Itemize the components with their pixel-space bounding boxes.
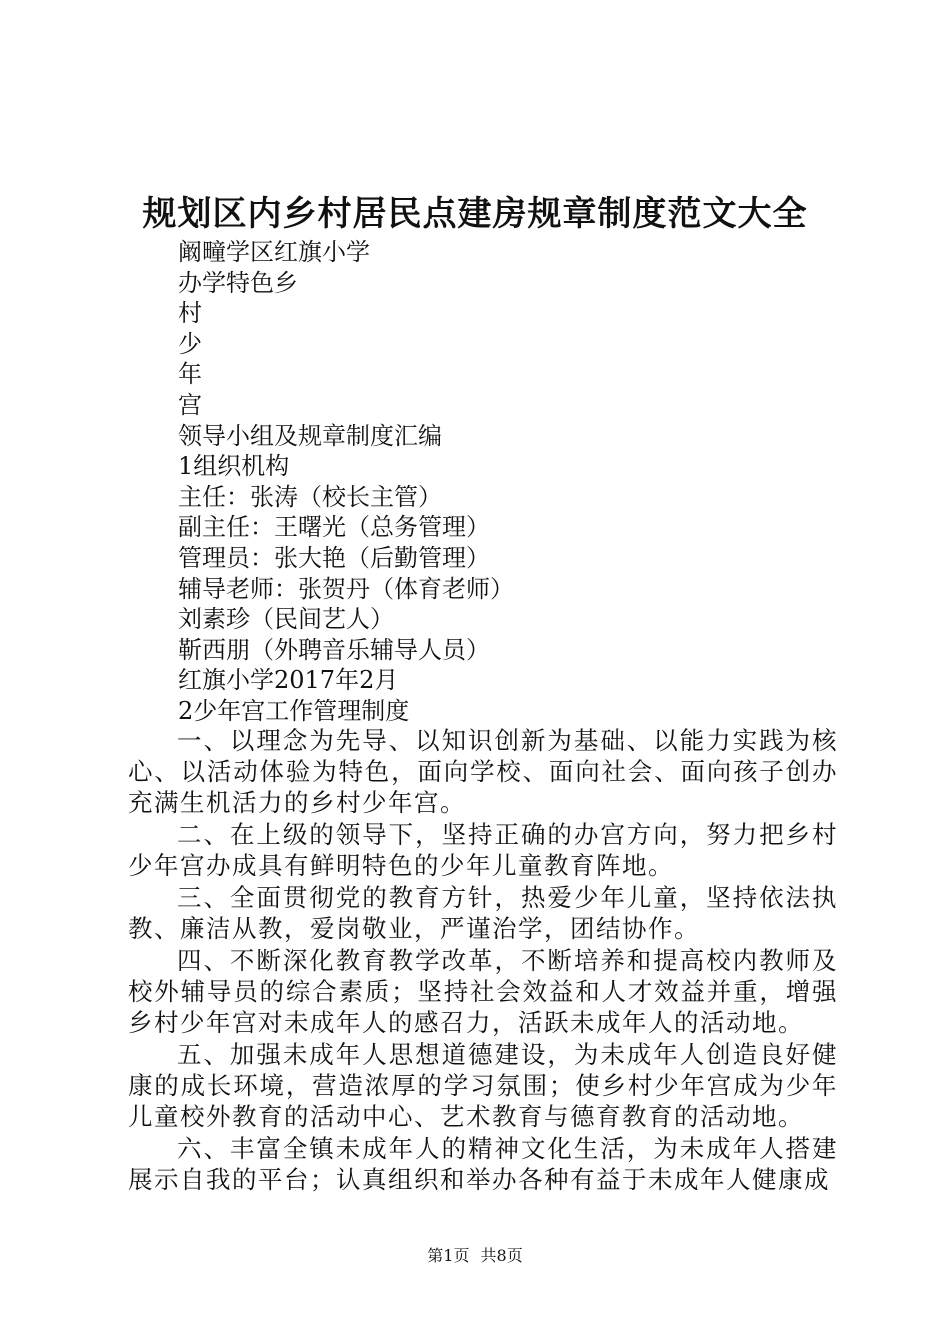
section-heading: 2少年宫工作管理制度 <box>178 696 410 725</box>
text-line: 少 <box>178 329 202 358</box>
text-line: 办学特色乡 <box>178 268 298 297</box>
paragraph: 四、不断深化教育教学改革，不断培养和提高校内教师及校外辅导员的综合素质；坚持社会效益和人才效益并重，增强乡村少年宫对未成年人的感召力，活跃未成年人的活动地。 <box>128 946 838 1037</box>
paragraph: 五、加强未成年人思想道德建设，为未成年人创造良好健康的成长环境，营造浓厚的学习氛围；使乡村少年宫成为少年儿童校外教育的活动中心、艺术教育与德育教育的活动地。 <box>128 1040 838 1131</box>
document-title: 规划区内乡村居民点建房规章制度范文大全 <box>142 194 808 234</box>
document-body <box>128 725 838 1196</box>
page-footer <box>0 1243 950 1266</box>
text-line: 靳西朋（外聘音乐辅导人员） <box>178 635 490 664</box>
text-line: 领导小组及规章制度汇编 <box>178 421 442 450</box>
page-number: 第1页 <box>427 1246 470 1265</box>
text-line: 管理员：张大艳（后勤管理） <box>178 543 490 572</box>
paragraph: 一、以理念为先导、以知识创新为基础、以能力实践为核心、以活动体验为特色，面向学校、面向社会、面向孩子创办充满生机活力的乡村少年宫。 <box>128 726 838 817</box>
text-line: 辅导老师：张贺丹（体育老师） <box>178 574 514 603</box>
section-heading: 1组织机构 <box>178 452 290 481</box>
text-line: 阚疃学区红旗小学 <box>178 238 370 266</box>
paragraph: 三、全面贯彻党的教育方针，热爱少年儿童，坚持依法执教、廉洁从教，爱岗敬业，严谨治学，团结协作。 <box>128 883 838 943</box>
paragraph: 六、丰富全镇未成年人的精神文化生活，为未成年人搭建展示自我的平台；认真组织和举办各种有益于未成年人健康成 <box>128 1134 838 1194</box>
text-line: 村 <box>178 299 202 328</box>
text-line: 副主任：王曙光（总务管理） <box>178 513 490 542</box>
text-line: 刘素珍（民间艺人） <box>178 605 394 634</box>
text-line: 年 <box>178 360 202 389</box>
text-line: 红旗小学2017年2月 <box>178 666 399 695</box>
text-line: 宫 <box>178 390 202 419</box>
page-total: 共8页 <box>480 1246 523 1265</box>
paragraph: 二、在上级的领导下，坚持正确的办宫方向，努力把乡村少年宫办成具有鲜明特色的少年儿童教育阵地。 <box>128 820 838 880</box>
text-line: 主任：张涛（校长主管） <box>178 482 442 511</box>
header-lines <box>178 237 878 727</box>
